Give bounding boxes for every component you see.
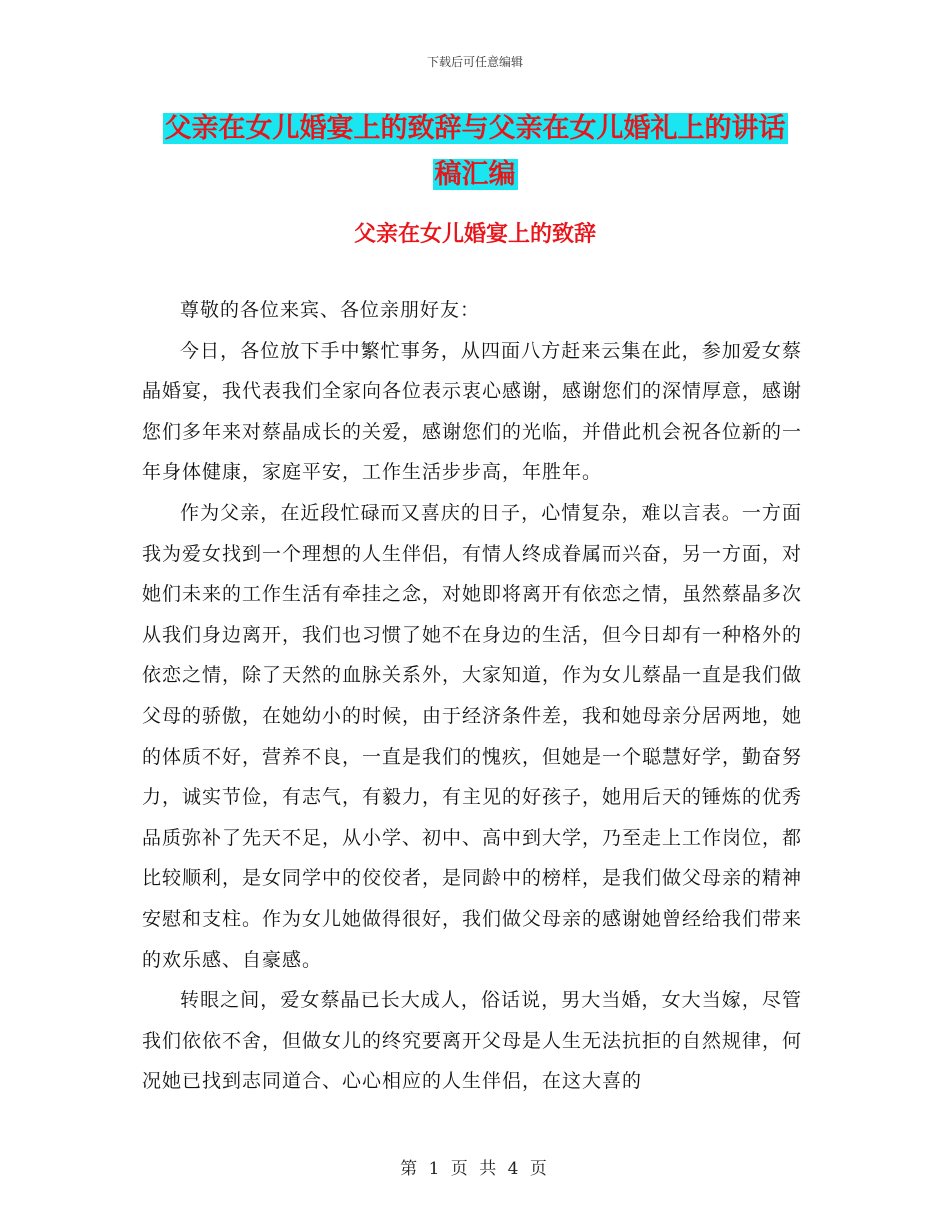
document-title-text-1: 父亲在女儿婚宴上的致辞与父亲在女儿婚礼上的讲话: [164, 113, 786, 144]
header-note: 下载后可任意编辑: [426, 55, 523, 69]
paragraph: 转眼之间，爱女蔡晶已长大成人，俗话说，男大当婚，女大当嫁，尽管我们依依不舍，但做女儿的终究要离开父母是人生无法抗拒的自然规律，何况她已找到志同道合、心心相应的人生伴侣，在这大喜的: [142, 989, 803, 1093]
paragraph: 作为父亲，在近段忙碌而又喜庆的日子，心情复杂，难以言表。一方面我为爱女找到一个理想的人生伴侣，有情人终成眷属而兴奋，另一方面，对她们未来的工作生活有牵挂之念，对她即将离开有依恋之情，虽然蔡晶多次从我们身边离开，我们也习惯了她不在身边的生活，但今日却有一种格外的依恋之情，除了天然的血脉关系外，大家知道，作为女儿蔡晶一直是我们做父母的骄傲，在她幼小的时候，由于经济条件差，我和她母亲分居两地，她的体质不好，营养不良，一直是我们的愧疚，但她是一个聪慧好学，勤奋努力，诚实节俭，有志气，有毅力，有主见的好孩子，她用后天的锤炼的优秀品质弥补了先天不足，从小学、初中、高中到大学，乃至走上工作岗位，都比较顺利，是女同学中的佼佼者，是同龄中的榜样，是我们做父母亲的精神安慰和支柱。作为女儿她做得很好，我们做父母亲的感谢她曾经给我们带来的欢乐感、自豪感。: [142, 501, 803, 971]
body-text: [142, 290, 802, 1102]
document-title-line-2: [0, 155, 950, 195]
paragraph-salutation: 尊敬的各位来宾、各位亲朋好友：: [180, 299, 481, 321]
paragraph: 今日，各位放下手中繁忙事务，从四面八方赶来云集在此，参加爱女蔡晶婚宴，我代表我们全家向各位表示衷心感谢，感谢您们的深情厚意，感谢您们多年来对蔡晶成长的关爱，感谢您们的光临，并借此机会祝各位新的一年身体健康，家庭平安，工作生活步步高，年胜年。: [142, 339, 803, 484]
section-heading: 父亲在女儿婚宴上的致辞: [353, 222, 596, 247]
document-title-text-2: 稿汇编: [434, 159, 516, 190]
document-title-line-1: [0, 109, 950, 149]
page-footer: 第 1 页 共 4 页: [400, 1159, 550, 1179]
